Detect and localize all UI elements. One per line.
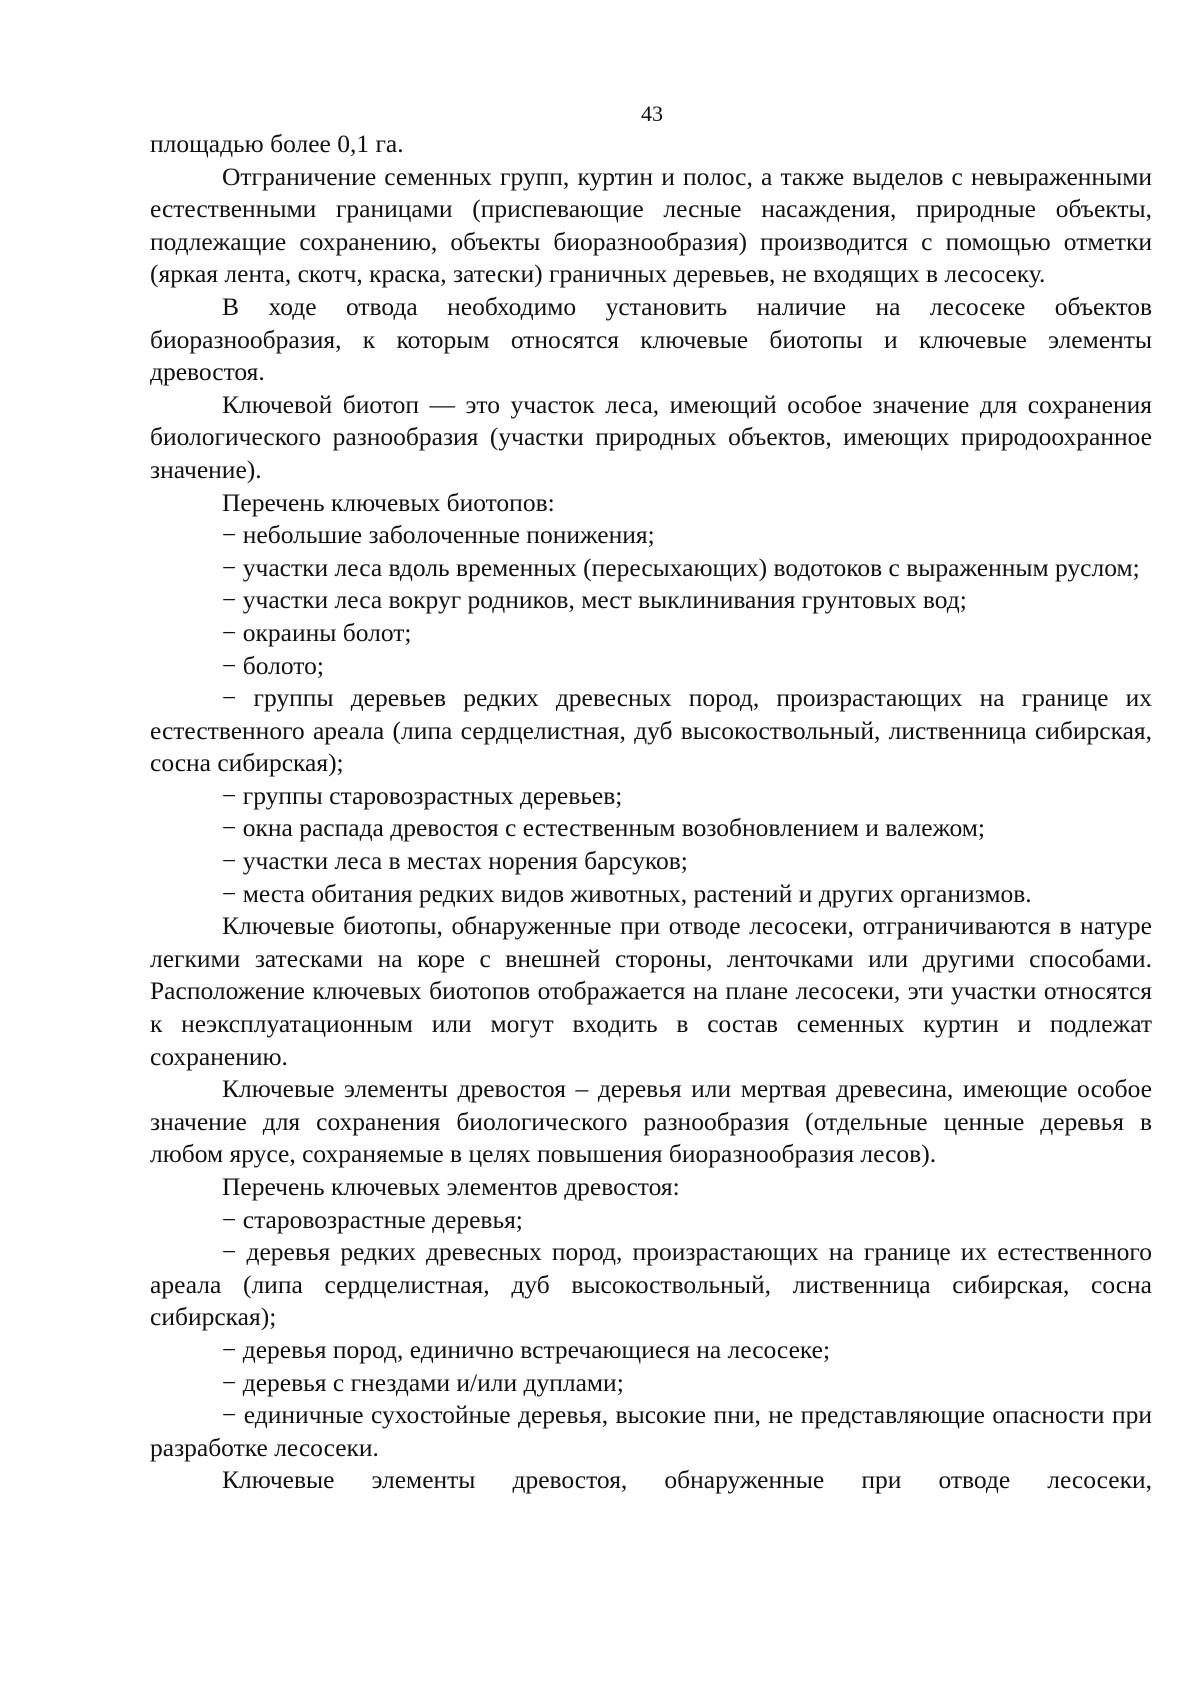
list-item: − старовозрастные деревья; bbox=[222, 1204, 523, 1234]
list-item: − единичные сухостойные деревья, высокие пни, не представляющие опасности при разработке лесосеки. bbox=[150, 1400, 1152, 1462]
list-item: − окна распада древостоя с естественным возобновлением и валежом; bbox=[222, 813, 986, 843]
list-item: − деревья с гнездами и/или дуплами; bbox=[222, 1367, 624, 1397]
list-item: − места обитания редких видов животных, растений и других организмов. bbox=[222, 878, 1032, 908]
paragraph-biotope-marking: Ключевые биотопы, обнаруженные при отводе лесосеки, отграничиваются в натуре легкими затесками на коре с внешней стороны, ленточками или другими способами. Расположение ключевых биотопов отображается на плане лесосеки, эти участки относятся к неэксплуатационным или могут входить в состав семенных куртин и подлежат сохранению. bbox=[150, 911, 1152, 1071]
document-body bbox=[150, 128, 1152, 1497]
paragraph-continuation: площадью более 0,1 га. bbox=[150, 129, 404, 158]
paragraph-biodiversity-objects: В ходе отвода необходимо установить наличие на лесосеке объектов биоразнообразия, к которым относятся ключевые биотопы и ключевые элементы древостоя. bbox=[150, 291, 1152, 387]
list-item: − болото; bbox=[222, 650, 324, 680]
list-item: − участки леса вокруг родников, мест выклинивания грунтовых вод; bbox=[222, 585, 967, 615]
page-number: 43 bbox=[641, 101, 663, 126]
list-item: − окраины болот; bbox=[222, 617, 412, 647]
list-item: − группы старовозрастных деревьев; bbox=[222, 780, 623, 810]
paragraph-key-elements-marking: Ключевые элементы древостоя, обнаруженные при отводе лесосеки, bbox=[222, 1465, 1152, 1495]
paragraph-boundary-marking: Отграничение семенных групп, куртин и полос, а также выделов с невыраженными естественными границами (приспевающие лесные насаждения, природные объекты, подлежащие сохранению, объекты биоразнообразия) производится с помощью отметки (яркая лента, скотч, краска, затески) граничных деревьев, не входящих в лесосеку. bbox=[150, 161, 1152, 289]
list-heading-key-biotopes: Перечень ключевых биотопов: bbox=[222, 487, 555, 517]
list-heading-key-elements: Перечень ключевых элементов древостоя: bbox=[222, 1172, 680, 1201]
list-item: − небольшие заболоченные понижения; bbox=[222, 520, 655, 550]
list-item: − группы деревьев редких древесных пород, произрастающих на границе их естественного ареала (липа сердцелистная, дуб высокоствольный, лиственница сибирская, сосна сибирская); bbox=[150, 683, 1152, 778]
list-item: − участки леса в местах норения барсуков; bbox=[222, 846, 688, 876]
paragraph-key-biotope-definition: Ключевой биотоп — это участок леса, имеющий особое значение для сохранения биологического разнообразия (участки природных объектов, имеющих природоохранное значение). bbox=[150, 389, 1152, 484]
list-item: − участки леса вдоль временных (пересыхающих) водотоков с выраженным руслом; bbox=[222, 552, 1140, 582]
list-item: − деревья пород, единично встречающиеся на лесосеке; bbox=[222, 1334, 831, 1364]
list-item: − деревья редких древесных пород, произрастающих на границе их естественного ареала (липа сердцелистная, дуб высокоствольный, лиственница сибирская, сосна сибирская); bbox=[150, 1237, 1152, 1332]
paragraph-key-elements-definition: Ключевые элементы древостоя – деревья или мертвая древесина, имеющие особое значение для сохранения биологического разнообразия (отдельные ценные деревья в любом ярусе, сохраняемые в целях повышения биоразнообразия лесов). bbox=[150, 1074, 1152, 1169]
